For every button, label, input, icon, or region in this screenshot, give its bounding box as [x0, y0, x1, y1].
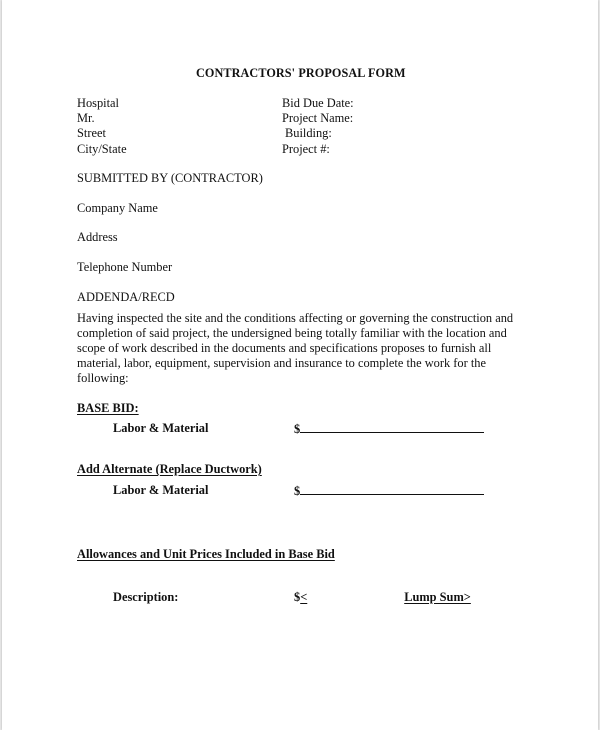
field-addenda: ADDENDA/RECD — [77, 290, 175, 304]
add-alternate-currency: $ — [294, 484, 301, 498]
proposal-paragraph — [77, 311, 517, 386]
lump-sum-field[interactable] — [294, 590, 471, 605]
field-street: Street — [77, 126, 106, 140]
base-bid-heading: BASE BID: — [77, 401, 139, 415]
field-company-name: Company Name — [77, 201, 158, 215]
field-telephone: Telephone Number — [77, 260, 173, 274]
field-address: Address — [77, 230, 118, 244]
allowances-heading: Allowances and Unit Prices Included in Base Bid — [77, 547, 335, 561]
base-bid-currency: $ — [294, 422, 301, 436]
field-hospital: Hospital — [77, 96, 119, 110]
field-bid-due-date: Bid Due Date: — [282, 96, 354, 110]
lump-sum-line[interactable] — [300, 590, 471, 605]
add-alternate-amount-field[interactable] — [294, 483, 484, 499]
allowances-currency: $ — [294, 590, 301, 604]
document-page — [2, 0, 598, 730]
field-city-state: City/State — [77, 142, 127, 156]
description-label: Description: — [113, 590, 179, 604]
paragraph-line: following: — [77, 371, 129, 385]
add-alternate-item-label: Labor & Material — [113, 483, 209, 497]
base-bid-blank-line[interactable] — [300, 421, 484, 433]
form-title: CONTRACTORS' PROPOSAL FORM — [196, 66, 406, 80]
field-project-number: Project #: — [282, 142, 330, 156]
paragraph-line: scope of work described in the documents and specifications proposes to furnish all — [77, 341, 492, 355]
add-alternate-blank-line[interactable] — [300, 483, 484, 495]
base-bid-amount-field[interactable] — [294, 421, 484, 437]
add-alternate-heading: Add Alternate (Replace Ductwork) — [77, 462, 262, 476]
field-mr: Mr. — [77, 111, 95, 125]
base-bid-item-label: Labor & Material — [113, 421, 209, 435]
paragraph-line: material, labor, equipment, supervision and insurance to complete the work for the — [77, 356, 486, 370]
field-project-name: Project Name: — [282, 111, 354, 125]
lump-sum-open-bracket: < — [300, 590, 308, 604]
field-building: Building: — [285, 126, 332, 140]
submitted-by-heading: SUBMITTED BY (CONTRACTOR) — [77, 171, 263, 185]
paragraph-line: completion of said project, the undersigned being totally familiar with the location and — [77, 326, 507, 340]
lump-sum-label: Lump Sum> — [404, 590, 471, 604]
paragraph-line: Having inspected the site and the conditions affecting or governing the construction and — [77, 311, 514, 325]
